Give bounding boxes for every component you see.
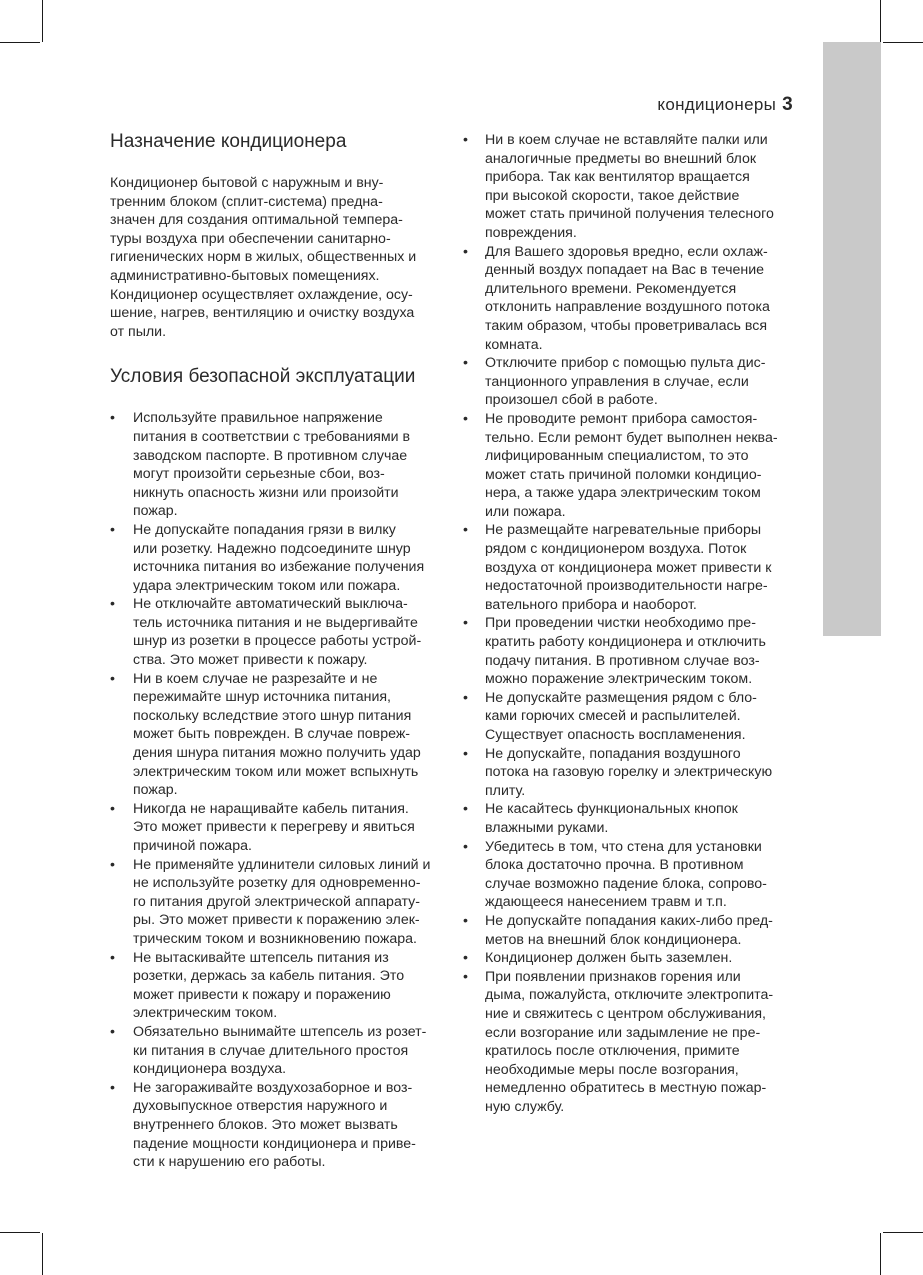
bullet-line: Не допускайте размещения рядом с бло- [485, 689, 757, 706]
bullet-dot-icon: • [110, 670, 115, 687]
bullet-line: При появлении признаков горения или [485, 968, 741, 985]
bullet-item [463, 949, 795, 968]
bullet-dot-icon: • [463, 950, 468, 967]
bullet-line: Не допускайте, попадания воздушного [485, 745, 741, 762]
bullet-line: кратилось после отключения, примите [485, 1043, 740, 1060]
bullet-line: тельно. Если ремонт будет выполнен неква- [485, 429, 778, 446]
page-number: 3 [782, 94, 793, 115]
bullet-item [463, 912, 795, 949]
crop-mark [0, 1232, 40, 1233]
bullet-dot-icon: • [463, 912, 468, 929]
bullet-item [463, 745, 795, 801]
bullet-line: розетки, держась за кабель питания. Это [133, 968, 405, 985]
paragraph-line: Кондиционер осуществляет охлаждение, осу- [110, 286, 413, 303]
bullet-dot-icon: • [110, 521, 115, 538]
bullet-line: случае возможно падение блока, сопрово- [485, 875, 767, 892]
safety-title: Условия безопасной эксплуатации [110, 366, 416, 388]
bullet-line: танционного управления в случае, если [485, 373, 749, 390]
bullet-item [110, 409, 442, 521]
bullet-line: Не допускайте попадания каких-либо пред- [485, 912, 773, 929]
bullet-line: Не вытаскивайте штепсель питания из [133, 949, 389, 966]
bullet-line: тель источника питания и не выдергивайте [133, 614, 418, 631]
bullet-dot-icon: • [463, 243, 468, 260]
bullet-line: недостаточной производительности нагре- [485, 578, 768, 595]
bullet-item [110, 595, 442, 669]
bullet-line: трическим током и возникновению пожара. [133, 930, 417, 947]
bullet-line: аналогичные предметы во внешний блок [485, 150, 757, 167]
bullet-line: или розетку. Надежно подсоедините шнур [133, 540, 411, 557]
bullet-dot-icon: • [463, 522, 468, 539]
bullet-line: источника питания во избежание получения [133, 559, 425, 576]
bullet-line: таким образом, чтобы проветривалась вся [485, 317, 768, 334]
bullet-line: может привести к пожару и поражению [133, 986, 391, 1003]
bullet-dot-icon: • [110, 1023, 115, 1040]
bullet-dot-icon: • [463, 745, 468, 762]
bullet-line: электрическим током. [133, 1005, 278, 1022]
bullet-dot-icon: • [463, 410, 468, 427]
crop-mark [0, 42, 40, 43]
paragraph-line: гигиенических норм в жилых, общественных и [110, 249, 417, 266]
bullet-line: рядом с кондиционером воздуха. Поток [485, 541, 747, 558]
bullet-line: Это может привести к перегреву и явиться [133, 819, 415, 836]
crop-mark [880, 0, 881, 42]
crop-mark [42, 0, 43, 42]
paragraph-line: административно-бытовых помещениях. [110, 267, 380, 284]
bullet-line: ры. Это может привести к поражению элек- [133, 912, 420, 929]
bullet-line: лифицированным специалистом, то это [485, 448, 749, 465]
running-header [657, 94, 793, 116]
purpose-paragraph [110, 174, 442, 341]
bullet-line: необходимые меры после возгорания, [485, 1061, 739, 1078]
bullet-line: ние и свяжитесь с центром обслуживания, [485, 1005, 766, 1022]
bullet-line: может стать причиной поломки кондицио- [485, 466, 762, 483]
paragraph-line: туры воздуха при обеспечении санитарно- [110, 230, 391, 247]
bullet-line: Не касайтесь функциональных кнопок [485, 801, 738, 818]
bullet-dot-icon: • [463, 801, 468, 818]
bullet-line: если возгорание или задымление не пре- [485, 1024, 761, 1041]
bullet-item [463, 614, 795, 688]
bullet-line: ства. Это может привести к пожару. [133, 652, 368, 669]
bullet-line: го питания другой электрической аппарату- [133, 893, 421, 910]
crop-mark [42, 1233, 43, 1275]
bullet-item [110, 1079, 442, 1172]
bullet-line: денный воздух попадает на Вас в течение [485, 262, 765, 279]
bullet-line: Не проводите ремонт прибора самостоя- [485, 410, 758, 427]
bullet-line: не используйте розетку для одновременно- [133, 875, 421, 892]
bullet-line: падение мощности кондиционера и приве- [133, 1135, 416, 1152]
paragraph-line: Кондиционер бытовой с наружным и вну- [110, 175, 384, 191]
bullet-line: Кондиционер должен быть заземлен. [485, 950, 733, 967]
bullet-line: могут произойти серьезные сбои, воз- [133, 466, 385, 483]
paragraph-line: шение, нагрев, вентиляцию и очистку воздуха [110, 305, 415, 322]
bullet-line: пережимайте шнур источника питания, [133, 689, 391, 706]
bullet-line: прибора. Так как вентилятор вращается [485, 169, 750, 186]
bullet-item [463, 131, 795, 243]
bullet-item [110, 949, 442, 1023]
purpose-title: Назначение кондиционера [110, 131, 347, 152]
bullet-dot-icon: • [110, 1079, 115, 1096]
bullet-line: ки питания в случае длительного простоя [133, 1042, 409, 1059]
bullet-line: никнуть опасность жизни или произойти [133, 484, 399, 501]
header-title: кондиционеры [657, 95, 777, 114]
bullet-line: может стать причиной получения телесного [485, 206, 774, 223]
bullet-line: подачу питания. В противном случае воз- [485, 652, 760, 669]
bullet-dot-icon: • [463, 132, 468, 148]
crop-mark [883, 1232, 923, 1233]
bullet-item [463, 243, 795, 355]
bullet-line: Убедитесь в том, что стена для установки [485, 838, 762, 855]
bullet-line: пожар. [133, 503, 178, 520]
bullet-item [110, 1023, 442, 1079]
bullet-item [110, 521, 442, 595]
bullet-line: духовыпускное отверстия наружного и [133, 1098, 388, 1115]
bullet-line: Обязательно вынимайте штепсель из розет- [133, 1023, 427, 1040]
bullet-line: метов на внешний блок кондиционера. [485, 931, 742, 948]
bullet-item [463, 410, 795, 522]
bullet-line: удара электрическим током или пожара. [133, 577, 401, 594]
bullet-line: ную службу. [485, 1098, 565, 1115]
bullet-dot-icon: • [463, 355, 468, 372]
bullet-item [110, 670, 442, 800]
bullet-line: сти к нарушению его работы. [133, 1154, 326, 1171]
bullet-line: электрическим током или может вспыхнуть [133, 763, 419, 780]
bullet-line: Не применяйте удлинители силовых линий и [133, 856, 431, 873]
bullet-item [463, 968, 795, 1117]
bullet-dot-icon: • [110, 949, 115, 966]
bullet-line: влажными руками. [485, 819, 609, 836]
bullet-line: При проведении чистки необходимо пре- [485, 615, 756, 632]
bullet-line: можно поражение электрическим током. [485, 671, 753, 688]
left-column [110, 130, 442, 1172]
bullet-item [463, 838, 795, 912]
crop-mark [883, 42, 923, 43]
bullet-line: Никогда не наращивайте кабель питания. [133, 800, 409, 817]
bullet-dot-icon: • [463, 968, 468, 985]
bullet-line: отклонить направление воздушного потока [485, 299, 770, 316]
bullet-line: комната. [485, 336, 543, 353]
bullet-line: заводском паспорте. В противном случае [133, 447, 408, 464]
bullet-line: Не размещайте нагревательные приборы [485, 522, 762, 539]
bullet-line: Для Вашего здоровья вредно, если охлаж- [485, 243, 768, 260]
bullet-line: вательного прибора и наоборот. [485, 596, 697, 613]
bullet-line: или пожара. [485, 503, 566, 520]
bullet-line: блока достаточно прочна. В противном [485, 857, 744, 874]
bullet-line: дения шнура питания можно получить удар [133, 745, 421, 762]
bullet-item [110, 800, 442, 856]
bullet-line: потока на газовую горелку и электрическую [485, 764, 773, 781]
bullet-line: Существует опасность воспламенения. [485, 727, 746, 743]
bullet-line: пожар. [133, 782, 178, 799]
bullet-line: Ни в коем случае не разрезайте и не [133, 670, 378, 687]
bullet-line: ками горючих смесей и распылителей. [485, 708, 741, 725]
bullet-item [110, 856, 442, 949]
bullet-dot-icon: • [110, 410, 115, 427]
bullet-item [463, 689, 795, 745]
bullet-line: повреждения. [485, 224, 577, 241]
bullet-line: при высокой скорости, такое действие [485, 187, 740, 204]
right-column [463, 131, 795, 1116]
bullet-line: произошел сбой в работе. [485, 392, 658, 409]
bullet-dot-icon: • [463, 615, 468, 632]
paragraph-line: от пыли. [110, 323, 167, 340]
paragraph-line: тренним блоком (сплит-система) предна- [110, 193, 383, 210]
bullet-line: шнур из розетки в процессе работы устрой- [133, 633, 422, 650]
bullet-line: питания в соответствии с требованиями в [133, 428, 411, 445]
bullet-line: Не допускайте попадания грязи в вилку [133, 521, 396, 538]
bullet-line: Используйте правильное напряжение [133, 410, 383, 427]
bullet-line: нера, а также удара электрическим током [485, 485, 761, 502]
bullet-line: ждающееся нанесением травм и т.п. [485, 894, 727, 911]
bullet-line: кондиционера воздуха. [133, 1061, 287, 1078]
section-side-tab [823, 42, 881, 636]
bullet-line: Ни в коем случае не вставляйте палки или [485, 132, 768, 148]
bullet-line: Не загораживайте воздухозаборное и воз- [133, 1079, 413, 1096]
bullet-line: внутреннего блоков. Это может вызвать [133, 1116, 398, 1133]
bullet-item [463, 800, 795, 837]
bullet-line: длительного времени. Рекомендуется [485, 280, 737, 297]
bullet-line: Не отключайте автоматический выключа- [133, 596, 408, 613]
bullet-line: может быть поврежден. В случае повреж- [133, 726, 411, 743]
bullet-item [463, 521, 795, 614]
safety-bullet-list-continued [463, 131, 795, 1116]
bullet-line: плиту. [485, 782, 526, 799]
bullet-line: причиной пожара. [133, 838, 252, 854]
bullet-dot-icon: • [463, 689, 468, 706]
bullet-dot-icon: • [110, 800, 115, 817]
bullet-dot-icon: • [110, 596, 115, 613]
paragraph-line: значен для создания оптимальной темпера- [110, 212, 403, 229]
bullet-item [463, 354, 795, 410]
bullet-line: Отключите прибор с помощью пульта дис- [485, 355, 766, 372]
bullet-line: дыма, пожалуйста, отключите электропита- [485, 987, 774, 1004]
bullet-line: немедленно обратитесь в местную пожар- [485, 1080, 767, 1097]
bullet-dot-icon: • [110, 856, 115, 873]
safety-bullet-list [110, 409, 442, 1171]
bullet-line: кратить работу кондиционера и отключить [485, 634, 766, 651]
crop-mark [880, 1233, 881, 1275]
bullet-line: воздуха от кондиционера может привести к [485, 559, 772, 576]
bullet-dot-icon: • [463, 838, 468, 855]
bullet-line: поскольку вследствие этого шнур питания [133, 707, 412, 724]
